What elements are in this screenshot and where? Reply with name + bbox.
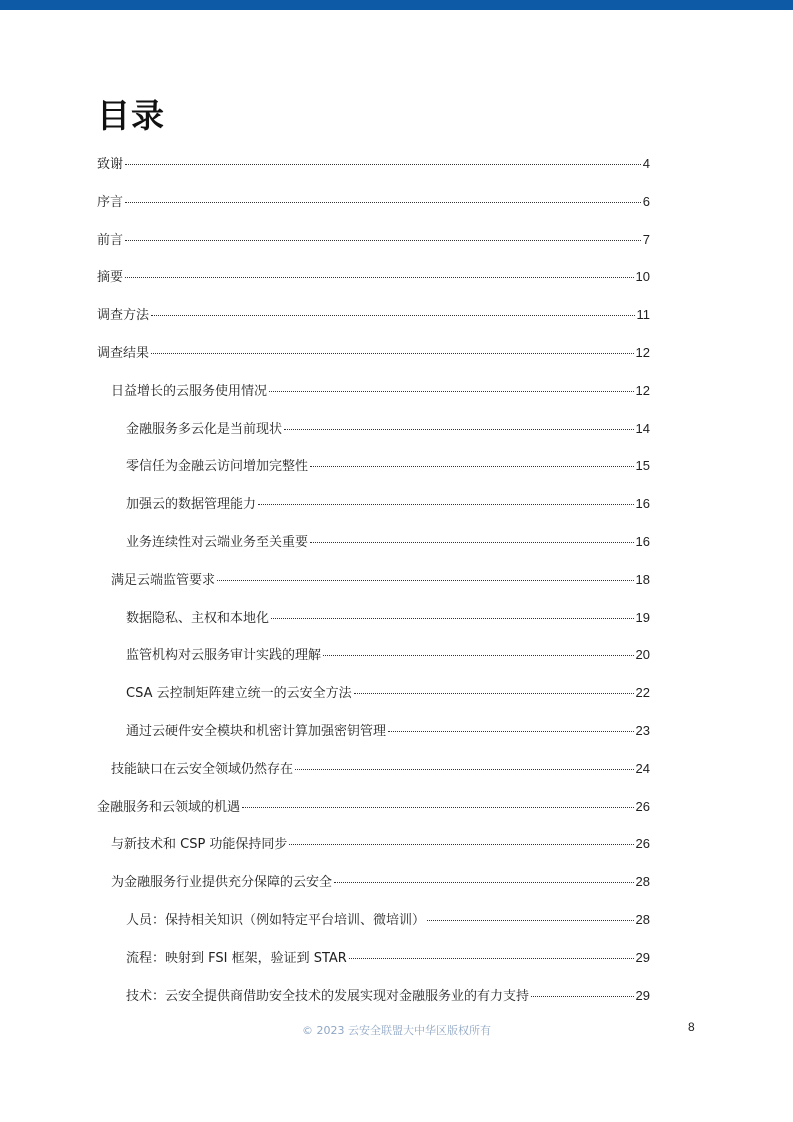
footer-copyright: © 2023 云安全联盟大中华区版权所有 (302, 1024, 491, 1037)
toc-entry-page-number: 20 (635, 647, 650, 663)
toc-entry-title: 致谢 (97, 157, 124, 172)
toc-entry[interactable] (97, 301, 650, 339)
toc-entry-page-number: 29 (635, 949, 650, 965)
toc-entry-page-number: 7 (642, 231, 650, 247)
toc-dot-leader (258, 504, 634, 505)
toc-entry-page-number: 15 (635, 458, 650, 474)
toc-entry[interactable] (97, 641, 650, 679)
toc-dot-leader (427, 920, 634, 921)
toc-entry-title: 序言 (97, 194, 124, 210)
toc-entry-title: 金融服务多云化是当前现状 (126, 421, 283, 437)
toc-entry-page-number: 29 (635, 987, 650, 1003)
toc-entry[interactable] (97, 377, 650, 415)
toc-entry-page-number: 16 (635, 533, 650, 549)
toc-dot-leader (323, 655, 634, 656)
toc-entry-title: 技能缺口在云安全领域仍然存在 (111, 761, 294, 777)
toc-entry-title: 零信任为金融云访问增加完整性 (126, 459, 309, 475)
toc-dot-leader (531, 996, 634, 997)
toc-entry-title: 数据隐私、主权和本地化 (126, 610, 270, 626)
footer-page-number: 8 (688, 1020, 695, 1034)
toc-entry-page-number: 14 (635, 420, 650, 436)
toc-entry-title: 日益增长的云服务使用情况 (111, 383, 268, 399)
toc-entry-title: 为金融服务行业提供充分保障的云安全 (111, 875, 333, 891)
toc-entry-page-number: 6 (642, 193, 650, 209)
toc-entry-page-number: 22 (635, 685, 650, 701)
header-accent-bar (0, 0, 793, 10)
toc-dot-leader (310, 466, 634, 467)
toc-dot-leader (269, 391, 634, 392)
toc-entry[interactable] (97, 868, 650, 906)
toc-entry-title: 调查结果 (97, 345, 150, 361)
toc-entry[interactable] (97, 793, 650, 831)
toc-entry-page-number: 28 (635, 874, 650, 890)
toc-entry-title: CSA 云控制矩阵建立统一的云安全方法 (126, 686, 352, 702)
toc-entry-page-number: 12 (635, 382, 650, 398)
toc-entry-title: 金融服务和云领域的机遇 (97, 799, 241, 815)
toc-entry-title: 流程：映射到 FSI 框架，验证到 STAR (126, 950, 347, 966)
toc-entry-title: 加强云的数据管理能力 (126, 497, 257, 513)
toc-dot-leader (151, 315, 634, 316)
toc-entry[interactable] (97, 906, 650, 944)
toc-dot-leader (217, 580, 634, 581)
toc-entry[interactable] (97, 452, 650, 490)
toc-dot-leader (349, 958, 634, 959)
toc-dot-leader (242, 807, 634, 808)
toc-dot-leader (284, 429, 634, 430)
toc-entry[interactable] (97, 679, 650, 717)
toc-entry-page-number: 18 (635, 571, 650, 587)
toc-dot-leader (151, 353, 634, 354)
toc-entry-page-number: 24 (635, 760, 650, 776)
toc-entry-page-number: 26 (635, 798, 650, 814)
toc-dot-leader (310, 542, 634, 543)
toc-entry[interactable] (97, 188, 650, 226)
toc-entry-title: 摘要 (97, 270, 124, 286)
toc-entry[interactable] (97, 226, 650, 264)
toc-entry-page-number: 12 (635, 344, 650, 360)
toc-entry-title: 业务连续性对云端业务至关重要 (126, 534, 309, 550)
toc-entry[interactable] (97, 490, 650, 528)
toc-entry-page-number: 23 (635, 722, 650, 738)
toc-entry-page-number: 16 (635, 496, 650, 512)
toc-entry-page-number: 10 (635, 269, 650, 285)
toc-entry-title: 与新技术和 CSP 功能保持同步 (111, 837, 288, 853)
toc-dot-leader (334, 882, 634, 883)
toc-entry[interactable] (97, 566, 650, 604)
toc-entry[interactable] (97, 604, 650, 642)
toc-dot-leader (354, 693, 634, 694)
toc-dot-leader (125, 277, 634, 278)
toc-entry-title: 监管机构对云服务审计实践的理解 (126, 648, 322, 664)
toc-dot-leader (271, 618, 634, 619)
toc-entry-page-number: 19 (635, 609, 650, 625)
toc-entry-page-number: 4 (642, 156, 650, 171)
toc-entry-page-number: 28 (635, 911, 650, 927)
toc-entry[interactable] (97, 830, 650, 868)
toc-dot-leader (125, 240, 641, 241)
toc-dot-leader (289, 844, 633, 845)
toc-entry-page-number: 11 (636, 307, 650, 323)
toc-entry-title: 通过云硬件安全模块和机密计算加强密钥管理 (126, 723, 387, 739)
toc-entry-title: 技术：云安全提供商借助安全技术的发展实现对金融服务业的有力支持 (126, 988, 530, 1004)
toc-entry-title: 满足云端监管要求 (111, 572, 216, 588)
toc-entry-title: 调查方法 (97, 308, 150, 324)
toc-entry[interactable] (97, 528, 650, 566)
table-of-contents (97, 150, 650, 1019)
toc-dot-leader (125, 202, 641, 203)
toc-entry[interactable] (97, 263, 650, 301)
toc-dot-leader (295, 769, 634, 770)
page-title: 目录 (97, 96, 165, 135)
toc-entry[interactable] (97, 339, 650, 377)
toc-entry[interactable] (97, 982, 650, 1020)
toc-entry-title: 前言 (97, 232, 124, 248)
toc-entry[interactable] (97, 717, 650, 755)
toc-entry[interactable] (97, 150, 650, 188)
toc-dot-leader (388, 731, 634, 732)
toc-dot-leader (125, 164, 641, 165)
toc-entry[interactable] (97, 944, 650, 982)
toc-entry-title: 人员：保持相关知识（例如特定平台培训、微培训） (126, 912, 426, 928)
toc-entry[interactable] (97, 415, 650, 453)
toc-entry[interactable] (97, 755, 650, 793)
toc-entry-page-number: 26 (635, 836, 650, 852)
